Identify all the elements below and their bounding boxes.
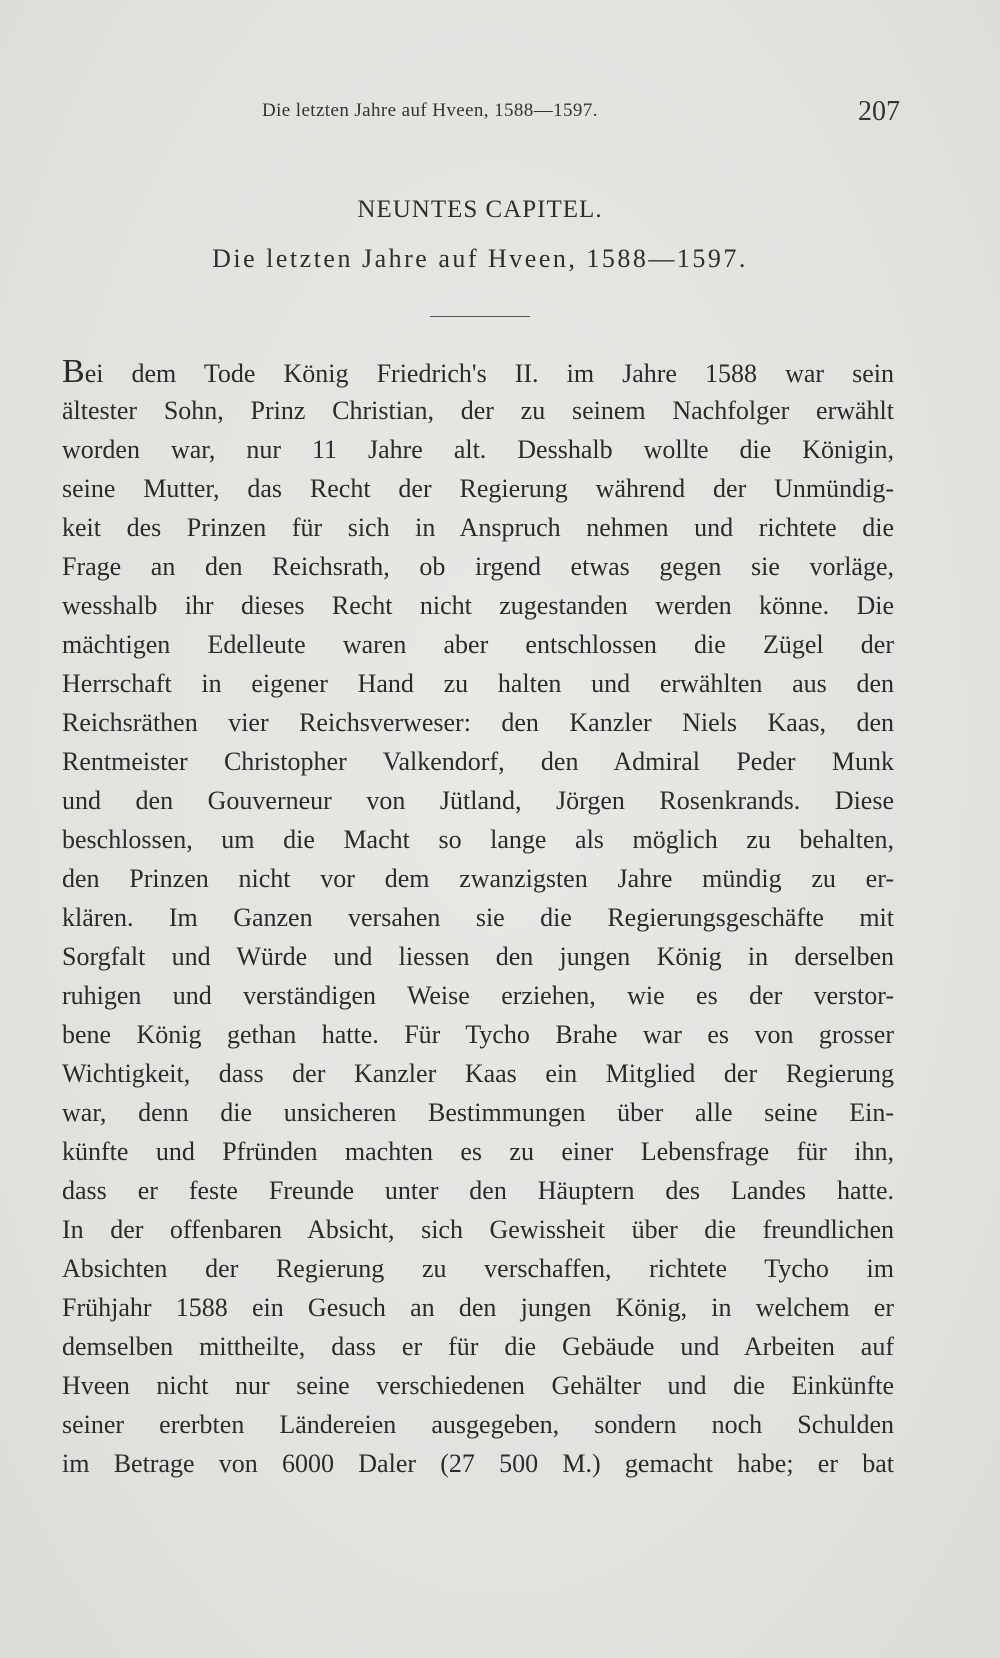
text-line: ruhigen und verständigen Weise erziehen, wie es der verstor- <box>62 981 894 1010</box>
text-line: beschlossen, um die Macht so lange als möglich zu behalten, <box>62 825 894 854</box>
text-line: seine Mutter, das Recht der Regierung während der Unmündig- <box>62 474 894 503</box>
text-line: klären. Im Ganzen versahen sie die Regierungsgeschäfte mit <box>62 903 894 932</box>
text-line: worden war, nur 11 Jahre alt. Desshalb wollte die Königin, <box>62 435 894 464</box>
text-line: Rentmeister Christopher Valkendorf, den Admiral Peder Munk <box>62 747 894 776</box>
text-line: dass er feste Freunde unter den Häuptern des Landes hatte. <box>62 1176 894 1205</box>
text-line: Herrschaft in eigener Hand zu halten und erwählten aus den <box>62 669 894 698</box>
text-line: war, denn die unsicheren Bestimmungen über alle seine Ein- <box>62 1098 894 1127</box>
text-line <box>62 352 894 391</box>
text-line: künfte und Pfründen machten es zu einer Lebensfrage für ihn, <box>62 1137 894 1166</box>
chapter-title: Die letzten Jahre auf Hveen, 1588—1597. <box>212 244 748 273</box>
body-text <box>62 352 894 1483</box>
page-number: 207 <box>858 96 900 127</box>
text-line: und den Gouverneur von Jütland, Jörgen Rosenkrands. Diese <box>62 786 894 815</box>
text-line: den Prinzen nicht vor dem zwanzigsten Jahre mündig zu er- <box>62 864 894 893</box>
text-line: Reichsräthen vier Reichsverweser: den Kanzler Niels Kaas, den <box>62 708 894 737</box>
text-line: In der offenbaren Absicht, sich Gewissheit über die freundlichen <box>62 1215 894 1244</box>
text-line: bene König gethan hatte. Für Tycho Brahe war es von grosser <box>62 1020 894 1049</box>
running-title: Die letzten Jahre auf Hveen, 1588—1597. <box>262 100 598 121</box>
text-line: Frühjahr 1588 ein Gesuch an den jungen König, in welchem er <box>62 1293 894 1322</box>
text-line: keit des Prinzen für sich in Anspruch nehmen und richtete die <box>62 513 894 542</box>
text-line: Wichtigkeit, dass der Kanzler Kaas ein Mitglied der Regierung <box>62 1059 894 1088</box>
text-line: mächtigen Edelleute waren aber entschlossen die Zügel der <box>62 630 894 659</box>
text-line: Frage an den Reichsrath, ob irgend etwas gegen sie vorläge, <box>62 552 894 581</box>
text-line: wesshalb ihr dieses Recht nicht zugestanden werden könne. Die <box>62 591 894 620</box>
text-line: Hveen nicht nur seine verschiedenen Gehälter und die Einkünfte <box>62 1371 894 1400</box>
first-line-text: ei dem Tode König Friedrich's II. im Jahre 1588 war sein <box>84 359 894 388</box>
text-line: seiner ererbten Ländereien ausgegeben, sondern noch Schulden <box>62 1410 894 1439</box>
chapter-label: NEUNTES CAPITEL. <box>357 196 603 223</box>
text-line: demselben mittheilte, dass er für die Gebäude und Arbeiten auf <box>62 1332 894 1361</box>
text-line: Sorgfalt und Würde und liessen den jungen König in derselben <box>62 942 894 971</box>
running-head <box>62 96 900 132</box>
title-divider <box>430 316 530 317</box>
text-line: ältester Sohn, Prinz Christian, der zu seinem Nachfolger erwählt <box>62 396 894 425</box>
initial-letter: B <box>62 353 85 390</box>
text-line: Absichten der Regierung zu verschaffen, richtete Tycho im <box>62 1254 894 1283</box>
text-line: im Betrage von 6000 Daler (27 500 M.) gemacht habe; er bat <box>62 1449 894 1478</box>
